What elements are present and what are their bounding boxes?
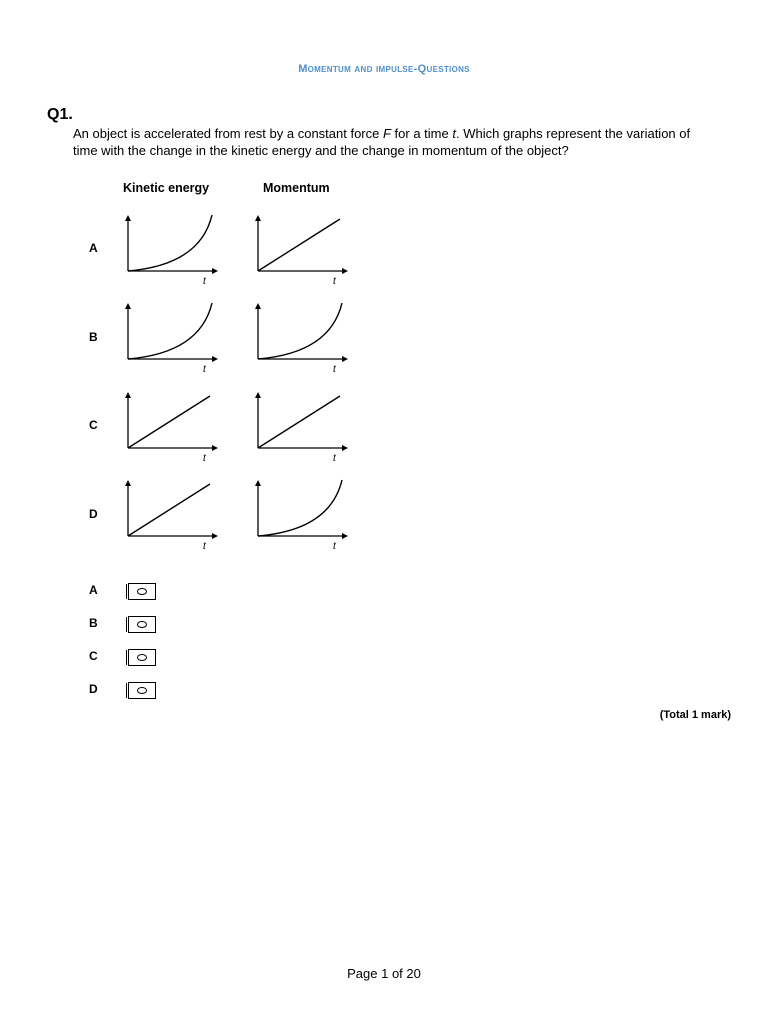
radio-oval-icon — [137, 621, 147, 628]
graph-row-label: A — [89, 241, 98, 255]
x-axis-arrow — [342, 268, 348, 274]
quadratic-graph-curve — [128, 215, 212, 271]
answer-option-a-radio[interactable] — [128, 583, 156, 600]
answer-option-label: D — [89, 682, 98, 696]
x-axis-arrow — [212, 356, 218, 362]
x-axis-arrow — [212, 445, 218, 451]
graph-row-label: C — [89, 418, 98, 432]
graph-d-kinetic-energy — [118, 477, 228, 552]
t-axis-label: t — [203, 276, 206, 287]
y-axis-arrow — [255, 215, 261, 221]
graph-b-kinetic-energy — [118, 300, 228, 375]
radio-oval-icon — [137, 687, 147, 694]
y-axis-arrow — [255, 392, 261, 398]
graph-row-label: B — [89, 330, 98, 344]
quadratic-graph-curve — [258, 480, 342, 536]
answer-option-c-radio[interactable] — [128, 649, 156, 666]
t-axis-label: t — [333, 453, 336, 464]
x-axis-arrow — [212, 533, 218, 539]
answer-option-label: C — [89, 649, 98, 663]
page-header-title: Momentum and impulse-Questions — [298, 63, 470, 75]
time-symbol: t — [452, 126, 456, 141]
linear-graph-line — [258, 219, 340, 271]
graph-d-momentum — [248, 477, 358, 552]
y-axis-arrow — [255, 303, 261, 309]
answer-option-b-radio[interactable] — [128, 616, 156, 633]
question-number: Q1. — [47, 106, 73, 123]
t-axis-label: t — [203, 364, 206, 375]
x-axis-arrow — [342, 356, 348, 362]
y-axis-arrow — [125, 215, 131, 221]
graph-c-momentum — [248, 389, 358, 464]
linear-graph-line — [128, 484, 210, 536]
question-text: An object is accelerated from rest by a constant force F for a time t. Which graphs represent the variation of time with the change in the kinetic energy and the change in momentum of the object? — [73, 126, 691, 158]
y-axis-arrow — [125, 480, 131, 486]
y-axis-arrow — [255, 480, 261, 486]
x-axis-arrow — [212, 268, 218, 274]
t-axis-label: t — [333, 276, 336, 287]
column-heading-momentum: Momentum — [263, 181, 330, 195]
quadratic-graph-curve — [258, 303, 342, 359]
linear-graph-line — [258, 396, 340, 448]
total-marks: (Total 1 mark) — [659, 709, 731, 721]
x-axis-arrow — [342, 533, 348, 539]
t-axis-label: t — [203, 541, 206, 552]
answer-option-d-radio[interactable] — [128, 682, 156, 699]
graph-a-kinetic-energy — [118, 212, 228, 287]
graph-row-label: D — [89, 507, 98, 521]
graph-c-kinetic-energy — [118, 389, 228, 464]
force-symbol: F — [382, 126, 391, 141]
x-axis-arrow — [342, 445, 348, 451]
answer-option-label: B — [89, 616, 98, 630]
page-footer: Page 1 of 20 — [347, 966, 421, 981]
t-axis-label: t — [333, 364, 336, 375]
quadratic-graph-curve — [128, 303, 212, 359]
graph-b-momentum — [248, 300, 358, 375]
y-axis-arrow — [125, 303, 131, 309]
column-heading-kinetic-energy: Kinetic energy — [123, 181, 210, 195]
t-axis-label: t — [333, 541, 336, 552]
t-axis-label: t — [203, 453, 206, 464]
radio-oval-icon — [137, 654, 147, 661]
graph-a-momentum — [248, 212, 358, 287]
y-axis-arrow — [125, 392, 131, 398]
radio-oval-icon — [137, 588, 147, 595]
answer-option-label: A — [89, 583, 98, 597]
linear-graph-line — [128, 396, 210, 448]
